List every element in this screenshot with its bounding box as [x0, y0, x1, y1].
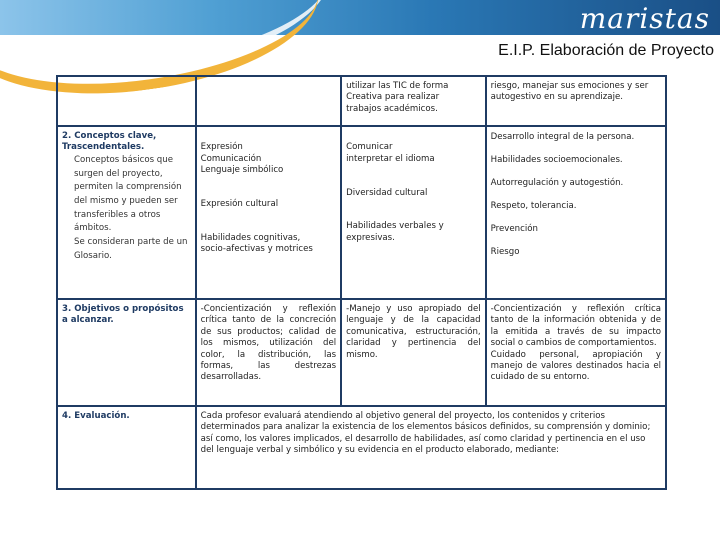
list-item: Habilidades cognitivas, socio-afectivas y motrices: [200, 232, 313, 255]
cell: [486, 299, 666, 406]
list-item: Riesgo: [490, 247, 520, 257]
list-item: Expresión cultural: [200, 199, 279, 210]
list-item: Habilidades verbales y expresivas.: [346, 221, 444, 243]
table-row: [57, 299, 666, 406]
row-heading: 2. Conceptos clave, Trascendentales.: [62, 131, 157, 153]
row-heading: 4. Evaluación.: [57, 406, 196, 489]
cell: [196, 76, 342, 126]
cell: utilizar las TIC de forma Creativa para realizar trabajos académicos.: [341, 76, 485, 126]
list-item: Expresión Comunicación Lenguaje simbólico: [200, 142, 284, 176]
cell-text: Cuidado personal, apropiación y manejo de valores destinados hacia el cuidado de su entorno.: [490, 349, 661, 383]
table-row: [57, 76, 666, 126]
row-description: Conceptos básicos que surgen del proyecto, permiten la comprensión del mismo y pueden ser transferibles a otros ámbitos. Se consideran parte de un Glosario.: [74, 154, 188, 261]
row-heading: 3. Objetivos o propósitos a alcanzar.: [57, 299, 196, 406]
cell: riesgo, manejar sus emociones y ser autogestivo en su aprendizaje.: [486, 76, 666, 126]
list-item: Habilidades socioemocionales.: [490, 155, 623, 165]
table-row: [57, 126, 666, 299]
list-item: Comunicar interpretar el idioma: [346, 142, 435, 164]
project-table: [56, 75, 667, 490]
cell: Cada profesor evaluará atendiendo al objetivo general del proyecto, los contenidos y criterios determinados para analizar la existencia de los elementos básicos definidos, su comprensión y dominio; así como, los valores implicados, el desarrollo de habilidades, así como claridad y pertinencia en el uso del lenguaje verbal y simbólico y su evidencia en el producto elaborado, mediante:: [196, 406, 666, 489]
cell: -Concientización y reflexión crítica tanto de la concreción de sus productos; calidad de los mismos, utilización del color, la distribución, las formas, las destrezas desarrolladas.: [196, 299, 342, 406]
cell: [57, 76, 196, 126]
maristas-logo: maristas: [579, 2, 710, 35]
list-item: Autorregulación y autogestión.: [490, 178, 624, 188]
cell: [341, 126, 485, 299]
page-title: E.I.P. Elaboración de Proyecto: [498, 42, 714, 59]
cell: [57, 126, 196, 299]
list-item: Desarrollo integral de la persona.: [490, 132, 635, 142]
cell: [196, 126, 342, 299]
list-item: Prevención: [490, 224, 538, 234]
cell-text: -Concientización y reflexión crítica tanto de la información obtenida y de la emitida a través de su impacto social o cambios de comportamientos.: [490, 304, 661, 349]
list-item: Respeto, tolerancia.: [490, 201, 577, 211]
header-banner: [0, 0, 720, 35]
cell: -Manejo y uso apropiado del lenguaje y de la capacidad comunicativa, estructuración, claridad y pertinencia del mismo.: [341, 299, 485, 406]
list-item: Diversidad cultural: [346, 187, 428, 198]
cell: [486, 126, 666, 299]
table-row: [57, 406, 666, 489]
